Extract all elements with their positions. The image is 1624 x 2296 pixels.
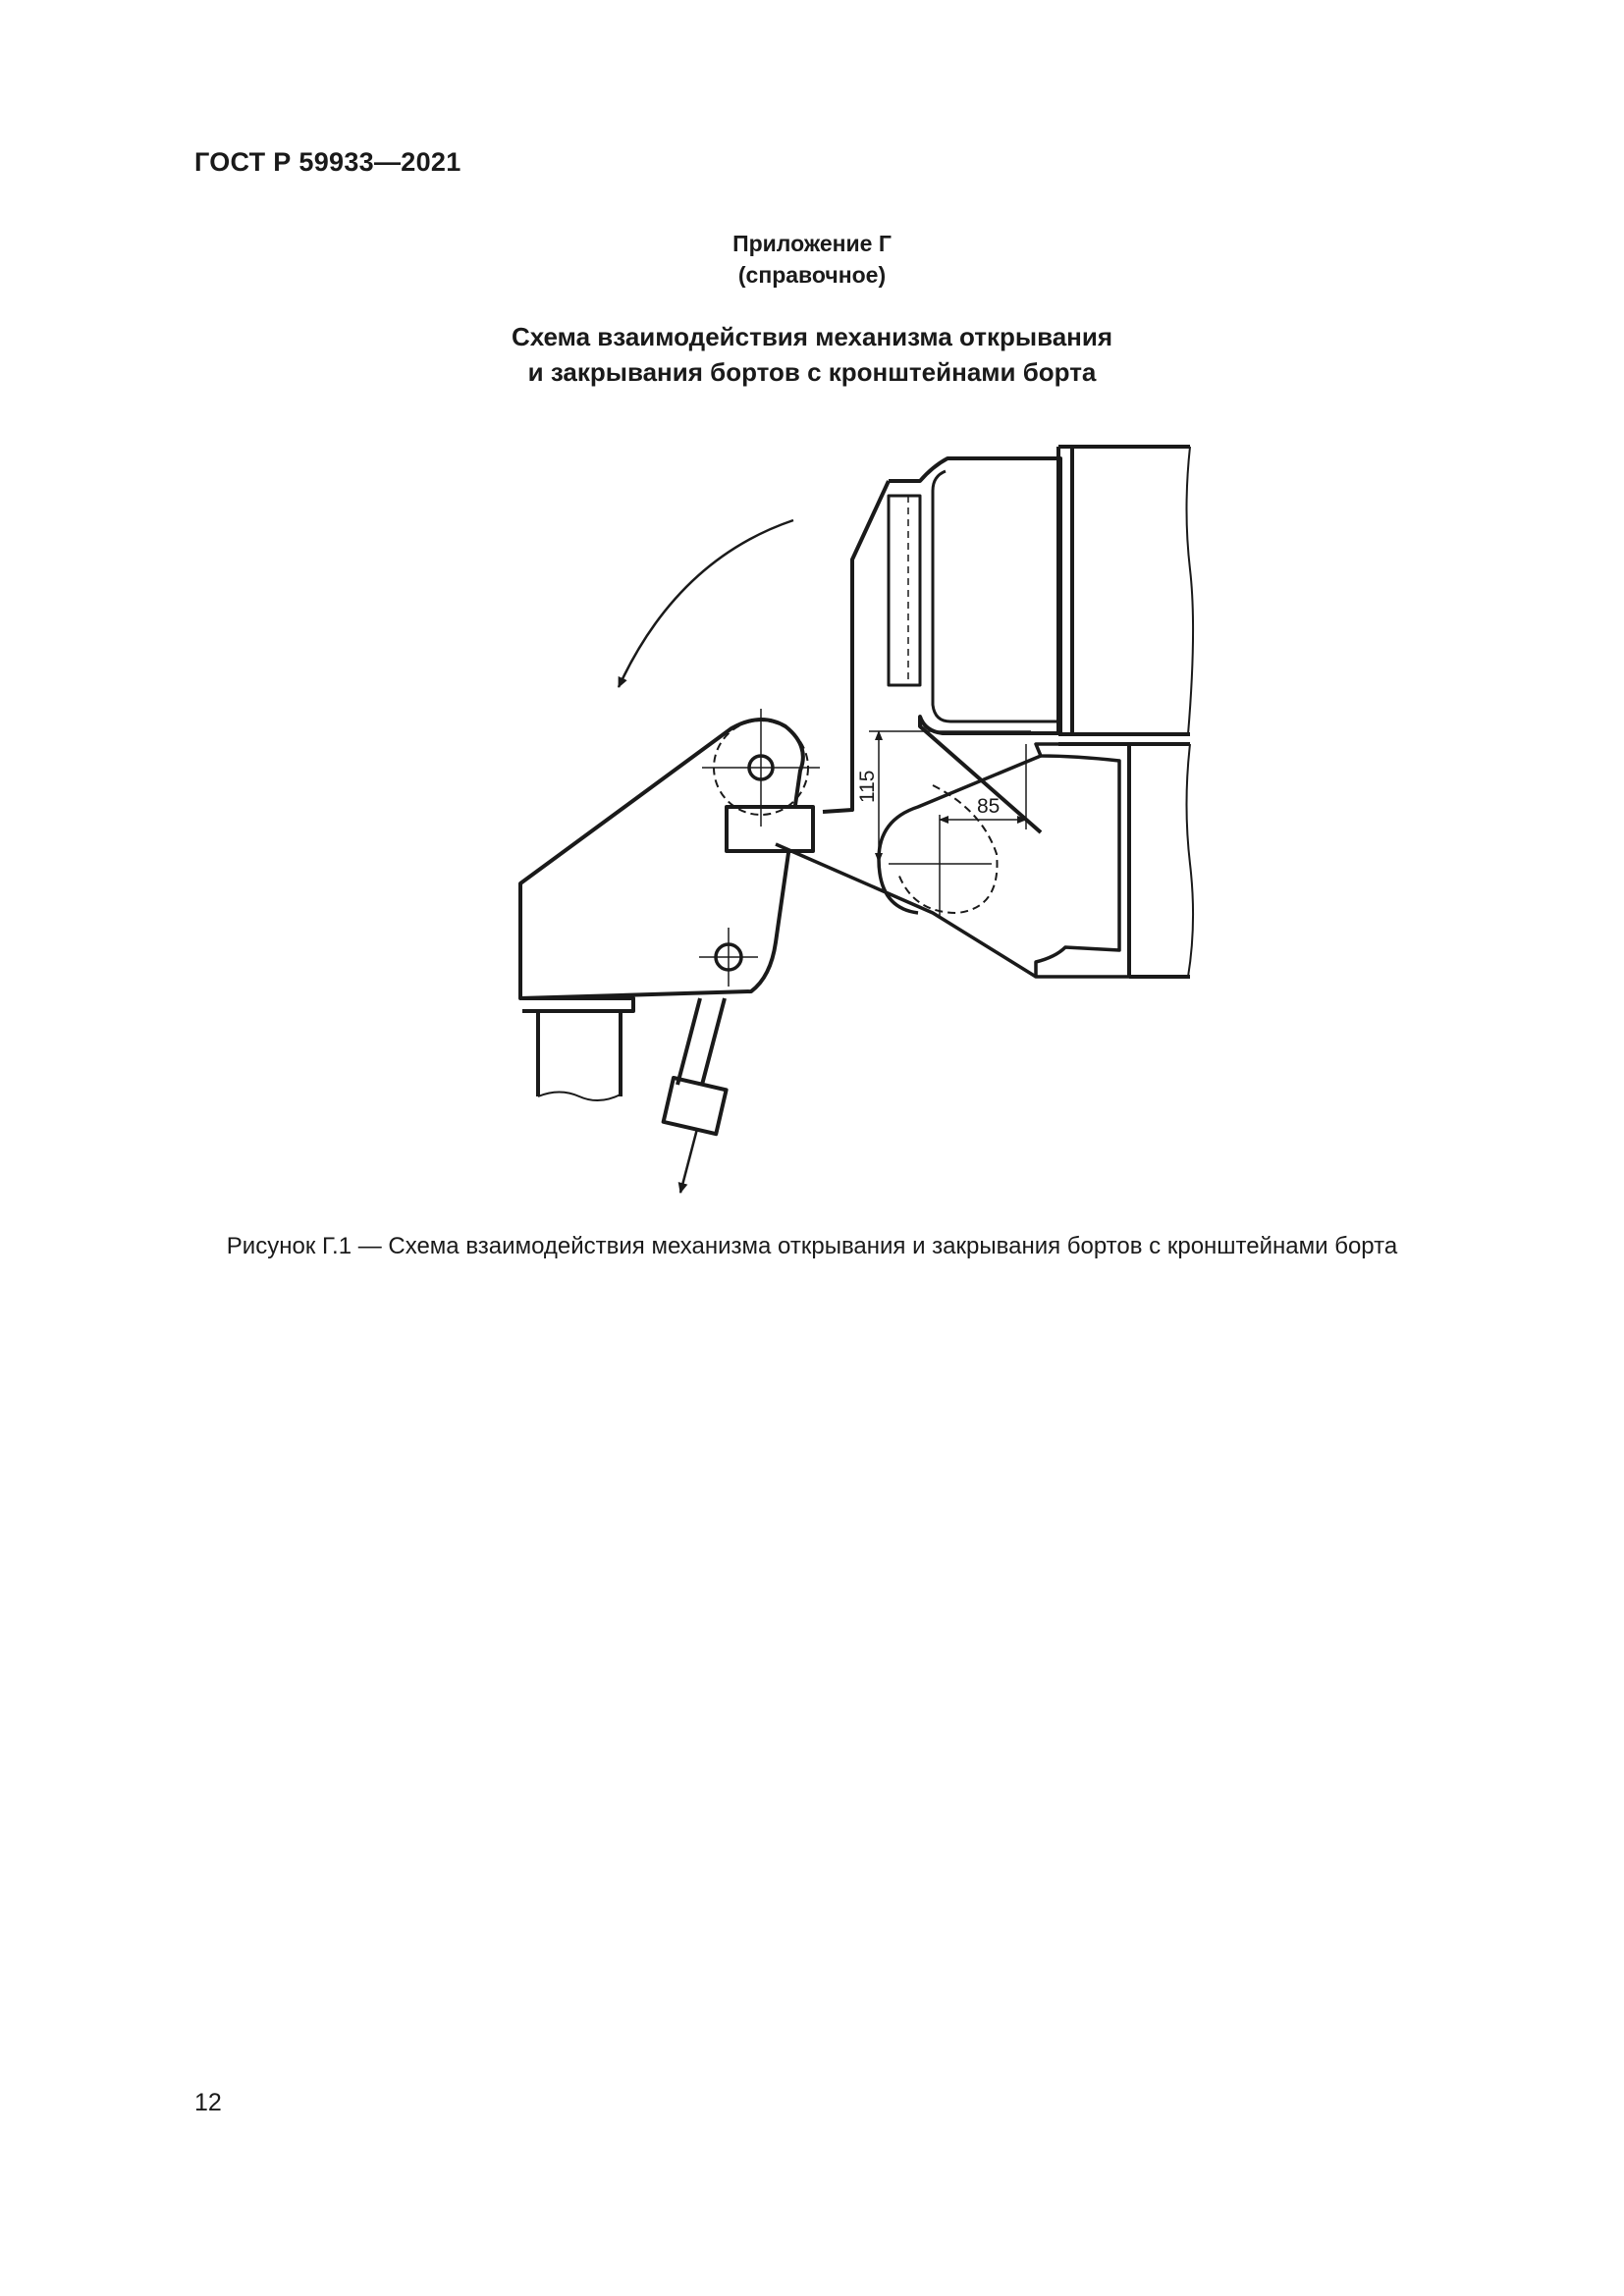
actuator-direction-arrow bbox=[680, 1129, 697, 1193]
link-plate bbox=[776, 756, 1041, 977]
base-post bbox=[522, 998, 633, 1096]
document-header: ГОСТ Р 59933—2021 bbox=[194, 147, 461, 177]
page-number: 12 bbox=[194, 2089, 222, 2116]
rotation-arrow bbox=[619, 520, 793, 687]
actuator-rod bbox=[677, 998, 725, 1085]
figure-caption: Рисунок Г.1 — Схема взаимодействия механизма открывания и закрывания бортов с кронштейнами борта bbox=[226, 1233, 1398, 1259]
board-inner-profile bbox=[933, 471, 1058, 721]
actuator-sleeve bbox=[664, 1078, 727, 1134]
figure-title-line-2: и закрывания бортов с кронштейнами борта bbox=[527, 357, 1097, 387]
dimension-115-label: 115 bbox=[856, 770, 879, 803]
figure-title-line-1: Схема взаимодействия механизма открывания bbox=[511, 322, 1113, 351]
dimension-85-label: 85 bbox=[977, 795, 1001, 818]
board-bracket bbox=[1036, 744, 1129, 977]
appendix-name: Приложение Г bbox=[732, 231, 892, 256]
appendix-type: (справочное) bbox=[737, 262, 887, 288]
